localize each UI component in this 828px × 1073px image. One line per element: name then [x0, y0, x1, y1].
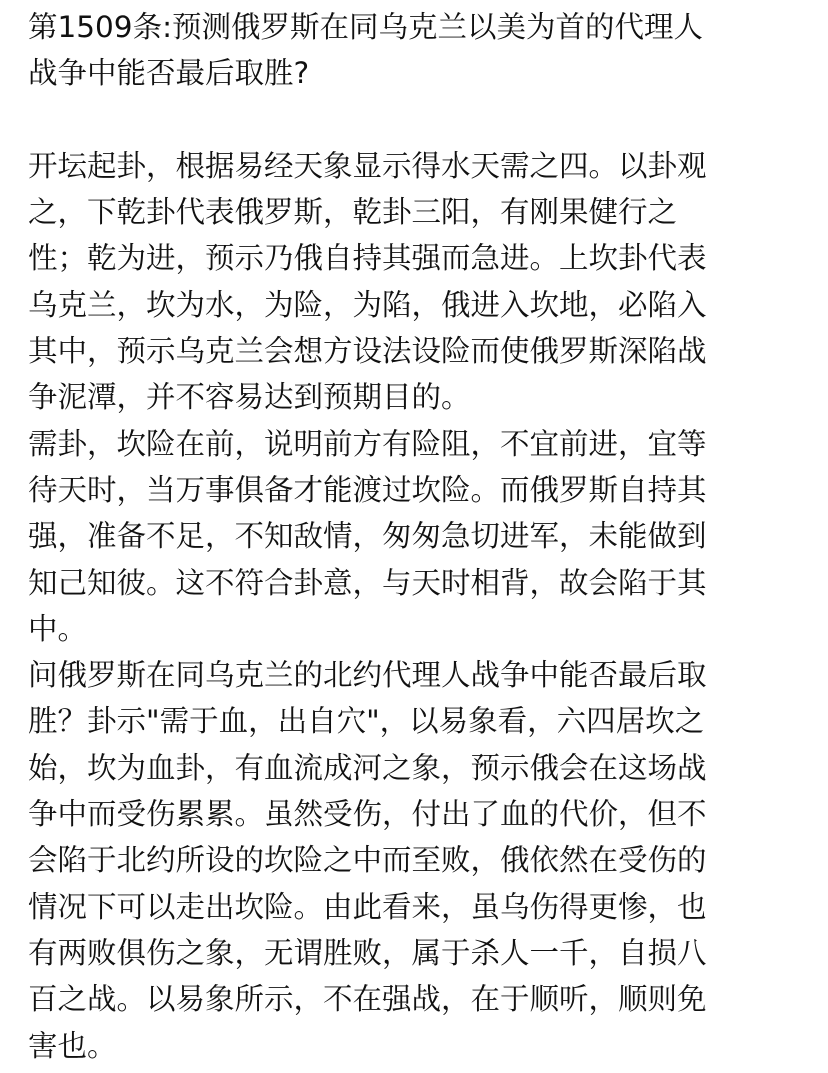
paragraph-line: 性；乾为进，预示乃俄自持其强而急进。上坎卦代表: [28, 241, 707, 276]
paragraph-line: 知己知彼。这不符合卦意，与天时相背，故会陷于其: [28, 565, 707, 600]
paragraph-line: 开坛起卦，根据易经天象显示得水天需之四。以卦观: [28, 148, 707, 183]
paragraph-line: 之，下乾卦代表俄罗斯，乾卦三阳，有刚果健行之: [28, 195, 678, 230]
paragraph-line: 情况下可以走出坎险。由此看来，虽乌伤得更惨，也: [28, 889, 707, 924]
paragraph-line: 百之战。以易象所示，不在强战，在于顺听，顺则免: [28, 982, 707, 1017]
paragraph-line: 待天时，当万事俱备才能渡过坎险。而俄罗斯自持其: [28, 472, 707, 507]
spacer: [28, 97, 818, 143]
title-line: 战争中能否最后取胜?: [28, 56, 310, 91]
article: [28, 4, 818, 1069]
paragraph-line: 需卦，坎险在前，说明前方有险阻，不宜前进，宜等: [28, 426, 707, 461]
paragraph-line: 强，准备不足，不知敌情，匆匆急切进军，未能做到: [28, 519, 707, 554]
paragraph-line: 争中而受伤累累。虽然受伤，付出了血的代价，但不: [28, 797, 707, 832]
paragraph-line: 会陷于北约所设的坎险之中而至败，俄依然在受伤的: [28, 843, 707, 878]
title-line: 第1509条:预测俄罗斯在同乌克兰以美为首的代理人: [28, 10, 704, 44]
paragraph-line: 胜？卦示"需于血，出自穴"，以易象看，六四居坎之: [28, 704, 705, 739]
paragraph-line: 始，坎为血卦，有血流成河之象，预示俄会在这场战: [28, 750, 707, 785]
paragraph-3: [28, 652, 818, 1069]
paragraph-1: [28, 143, 818, 421]
paragraph-line: 乌克兰，坎为水，为险，为陷，俄进入坎地，必陷入: [28, 287, 707, 322]
paragraph-line: 有两败俱伤之象，无谓胜败，属于杀人一千，自损八: [28, 935, 707, 970]
article-title: [28, 4, 818, 97]
paragraph-line: 争泥潭，并不容易达到预期目的。: [28, 380, 471, 415]
paragraph-line: 其中，预示乌克兰会想方设法设险而使俄罗斯深陷战: [28, 334, 707, 369]
paragraph-line: 害也。: [28, 1028, 117, 1063]
paragraph-2: [28, 421, 818, 652]
paragraph-line: 中。: [28, 611, 88, 646]
paragraph-line: 问俄罗斯在同乌克兰的北约代理人战争中能否最后取: [28, 658, 707, 693]
